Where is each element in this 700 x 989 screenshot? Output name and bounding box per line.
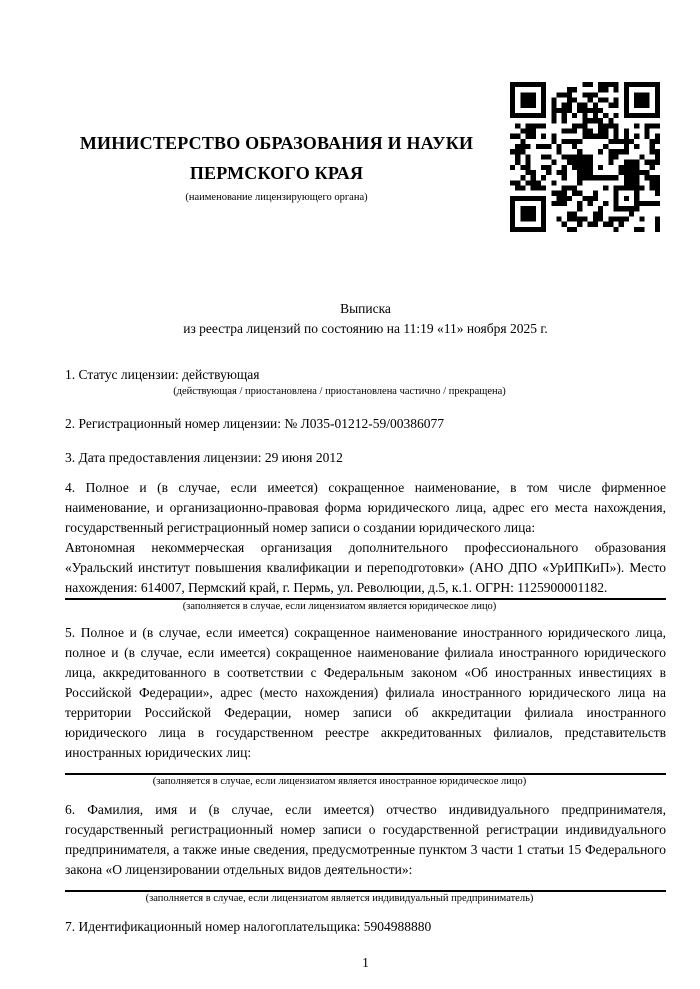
item-foreign-entity bbox=[65, 623, 666, 788]
item-registration-number bbox=[65, 414, 666, 434]
item-taxpayer-number-text: 7. Идентификационный номер налогоплательщика: 5904988880 bbox=[65, 919, 432, 934]
item-legal-entity-label: 4. Полное и (в случае, если имеется) сокращенное наименование, в том числе фирменное наименование, и организационно-правовая форма юридического лица, адрес его места нахождения, государственный регистрационный номер записи о создании юридического лица: bbox=[65, 480, 666, 535]
item-foreign-entity-label: 5. Полное и (в случае, если имеется) сокращенное наименование иностранного юридического лица, полное и (в случае, если имеется) сокращенное наименование филиала иностранного юридического лица, аккредитованного в соответствии с Федеральным законом «Об иностранных инвестициях в Российской Федерации», адрес (место нахождения) филиала иностранного юридического лица на территории Российской Федерации, номер записи об аккредитации филиала иностранного юридического лица в государственном реестре аккредитованных филиалов, представительств иностранных юридических лиц: bbox=[65, 625, 666, 760]
item-legal-entity-value: Автономная некоммерческая организация дополнительного профессионального образования «Уральский институт повышения квалификации и переподготовки» (АНО ДПО «УрИПКиП»). Место нахождения: 614007, Пермский край, г. Пермь, ул. Революции, д.5, к.1. ОГРН: 1125900001182. bbox=[65, 540, 666, 595]
item-foreign-entity-caption: (заполняется в случае, если лицензиатом является иностранное юридическое лицо) bbox=[152, 776, 527, 787]
document-header bbox=[65, 0, 666, 232]
document-title-line2: из реестра лицензий по состоянию на 11:19 «11» ноября 2025 г. bbox=[183, 321, 548, 336]
item-license-date-text: 3. Дата предоставления лицензии: 29 июня 2012 bbox=[65, 450, 343, 465]
item-license-status bbox=[65, 365, 666, 398]
qr-code-icon bbox=[510, 82, 660, 232]
page-number: 1 bbox=[362, 955, 369, 970]
item-license-status-text: 1. Статус лицензии: действующая bbox=[65, 367, 260, 382]
document-title bbox=[65, 299, 666, 339]
licensing-authority-block bbox=[65, 82, 510, 205]
item-license-date bbox=[65, 448, 666, 468]
ministry-name-line1: МИНИСТЕРСТВО ОБРАЗОВАНИЯ И НАУКИ bbox=[79, 133, 474, 153]
document-title-line1: Выписка bbox=[340, 301, 391, 316]
item-license-status-caption: (действующая / приостановлена / приостановлена частично / прекращена) bbox=[173, 386, 506, 397]
ministry-name-line2: ПЕРМСКОГО КРАЯ bbox=[189, 163, 364, 183]
item-legal-entity-caption: (заполняется в случае, если лицензиатом является юридическое лицо) bbox=[182, 601, 497, 612]
item-individual-entrepreneur-label: 6. Фамилия, имя и (в случае, если имеется) отчество индивидуального предпринимателя, государственный регистрационный номер записи о государственной регистрации индивидуального предпринимателя, а также иные сведения, предусмотренные пунктом 3 части 1 статьи 15 Федерального закона «О лицензировании отдельных видов деятельности»: bbox=[65, 802, 666, 877]
item-individual-entrepreneur-caption: (заполняется в случае, если лицензиатом является индивидуальный предприниматель) bbox=[145, 893, 534, 904]
item-registration-number-text: 2. Регистрационный номер лицензии: № Л035-01212-59/00386077 bbox=[65, 416, 445, 431]
ministry-caption: (наименование лицензирующего органа) bbox=[185, 192, 368, 203]
item-individual-entrepreneur bbox=[65, 800, 666, 905]
item-legal-entity bbox=[65, 478, 666, 613]
item-taxpayer-number bbox=[65, 917, 666, 937]
